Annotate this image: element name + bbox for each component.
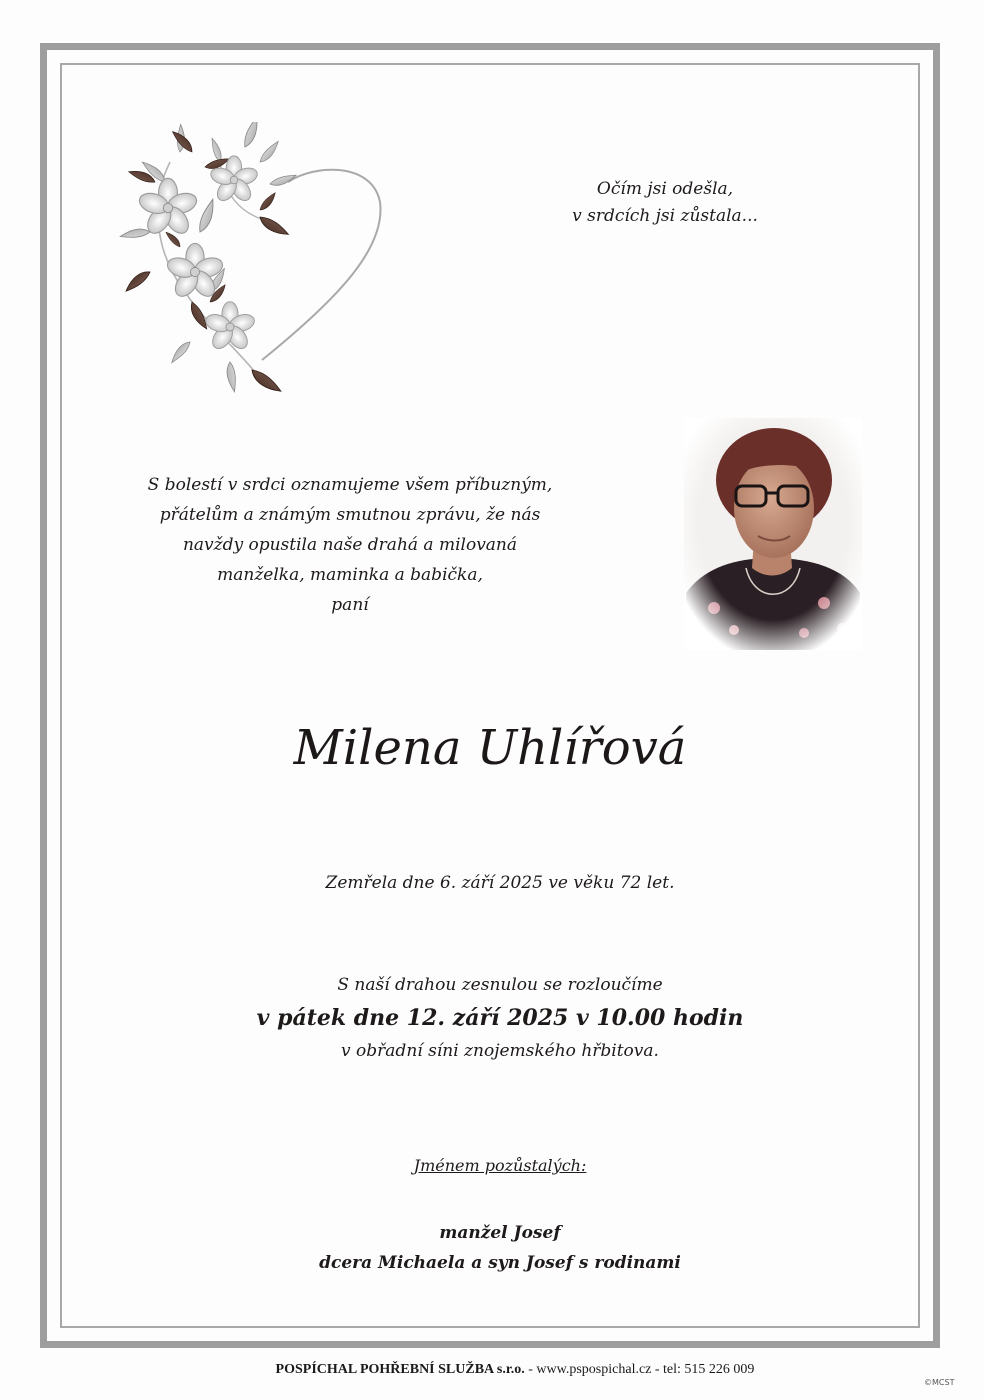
floral-heart-icon [110, 122, 400, 412]
announcement-line: paní [331, 595, 369, 615]
ceremony-place: v obřadní síni znojemského hřbitova. [341, 1041, 659, 1061]
footer-company: POSPÍCHAL POHŘEBNÍ SLUŽBA s.r.o. [275, 1362, 525, 1377]
mourners-list [240, 1218, 760, 1278]
ceremony-block [190, 970, 810, 1066]
announcement-line: S bolestí v srdci oznamujeme všem příbuzným, [147, 475, 553, 495]
motto [520, 176, 810, 230]
mourners-heading: Jménem pozůstalých: [413, 1156, 587, 1175]
death-date-line: Zemřela dne 6. září 2025 ve věku 72 let. [325, 873, 675, 893]
announcement-line: přátelům a známým smutnou zprávu, že nás [159, 505, 541, 525]
announcement-line: manželka, maminka a babička, [217, 565, 483, 585]
footer-contact: - www.pspospichal.cz - tel: 515 226 009 [524, 1362, 755, 1377]
mourner-line: dcera Michaela a syn Josef s rodinami [319, 1253, 681, 1273]
deceased-name: Milena Uhlířová [293, 720, 687, 776]
motto-line-2: v srdcích jsi zůstala... [572, 206, 758, 226]
announcement [110, 470, 590, 620]
mourner-line: manžel Josef [439, 1223, 561, 1243]
footer [150, 1360, 880, 1380]
ceremony-intro: S naší drahou zesnulou se rozloučíme [337, 975, 663, 995]
motto-line-1: Očím jsi odešla, [596, 179, 734, 199]
portrait-photo [684, 418, 862, 650]
ceremony-datetime: v pátek dne 12. září 2025 v 10.00 hodin [256, 1005, 744, 1031]
mourners-block [240, 1152, 760, 1278]
maker-mark: ©MCST [924, 1378, 955, 1387]
announcement-line: navždy opustila naše drahá a milovaná [182, 535, 518, 555]
